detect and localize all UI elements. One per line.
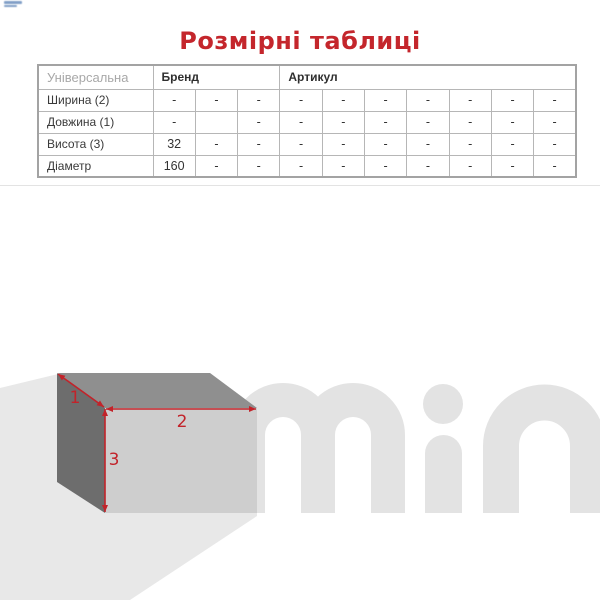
watermark-min	[248, 384, 588, 513]
value-cell: -	[195, 133, 237, 155]
value-cell: -	[322, 89, 364, 111]
value-cell: -	[238, 155, 280, 177]
value-cell: -	[195, 89, 237, 111]
watermark-letter-i-stem	[425, 435, 462, 513]
value-cell: 160	[153, 155, 195, 177]
value-cell: -	[280, 111, 322, 133]
dimension-label-1: 1	[69, 388, 81, 408]
value-cell: -	[491, 155, 533, 177]
value-cell: -	[407, 155, 449, 177]
watermark-letter-m	[248, 400, 388, 513]
value-cell: -	[491, 111, 533, 133]
value-cell: -	[534, 89, 576, 111]
row-label: Діаметр	[38, 155, 153, 177]
value-cell: -	[407, 89, 449, 111]
value-cell: -	[364, 155, 406, 177]
header-brand: Бренд	[153, 65, 280, 89]
value-cell: -	[238, 111, 280, 133]
watermark-letter-n	[501, 403, 588, 514]
value-cell: -	[195, 155, 237, 177]
value-cell: -	[280, 155, 322, 177]
value-cell: -	[153, 89, 195, 111]
value-cell: -	[449, 155, 491, 177]
value-cell: -	[280, 89, 322, 111]
value-cell: -	[364, 89, 406, 111]
dimension-label-2: 2	[176, 412, 188, 432]
header-universal: Універсальна	[38, 65, 153, 89]
value-cell: -	[280, 133, 322, 155]
row-label: Висота (3)	[38, 133, 153, 155]
value-cell: -	[449, 133, 491, 155]
dimension-label-3: 3	[108, 450, 120, 470]
value-cell: -	[407, 111, 449, 133]
value-cell: -	[491, 133, 533, 155]
value-cell: -	[238, 133, 280, 155]
value-cell: -	[534, 155, 576, 177]
page-title: Розмірні таблиці	[179, 27, 421, 55]
value-cell: -	[449, 111, 491, 133]
value-cell: -	[364, 133, 406, 155]
value-cell: 32	[153, 133, 195, 155]
row-label: Довжина (1)	[38, 111, 153, 133]
value-cell: -	[322, 133, 364, 155]
value-cell: -	[364, 111, 406, 133]
watermark-letter-i-dot	[423, 384, 463, 424]
value-cell: -	[449, 89, 491, 111]
value-cell: -	[322, 111, 364, 133]
value-cell: -	[407, 133, 449, 155]
value-cell: -	[534, 111, 576, 133]
value-cell: -	[153, 111, 195, 133]
value-cell: -	[491, 89, 533, 111]
value-cell: -	[322, 155, 364, 177]
row-label: Ширина (2)	[38, 89, 153, 111]
value-cell: -	[534, 133, 576, 155]
value-cell: -	[238, 89, 280, 111]
header-sku: Артикул	[280, 65, 576, 89]
